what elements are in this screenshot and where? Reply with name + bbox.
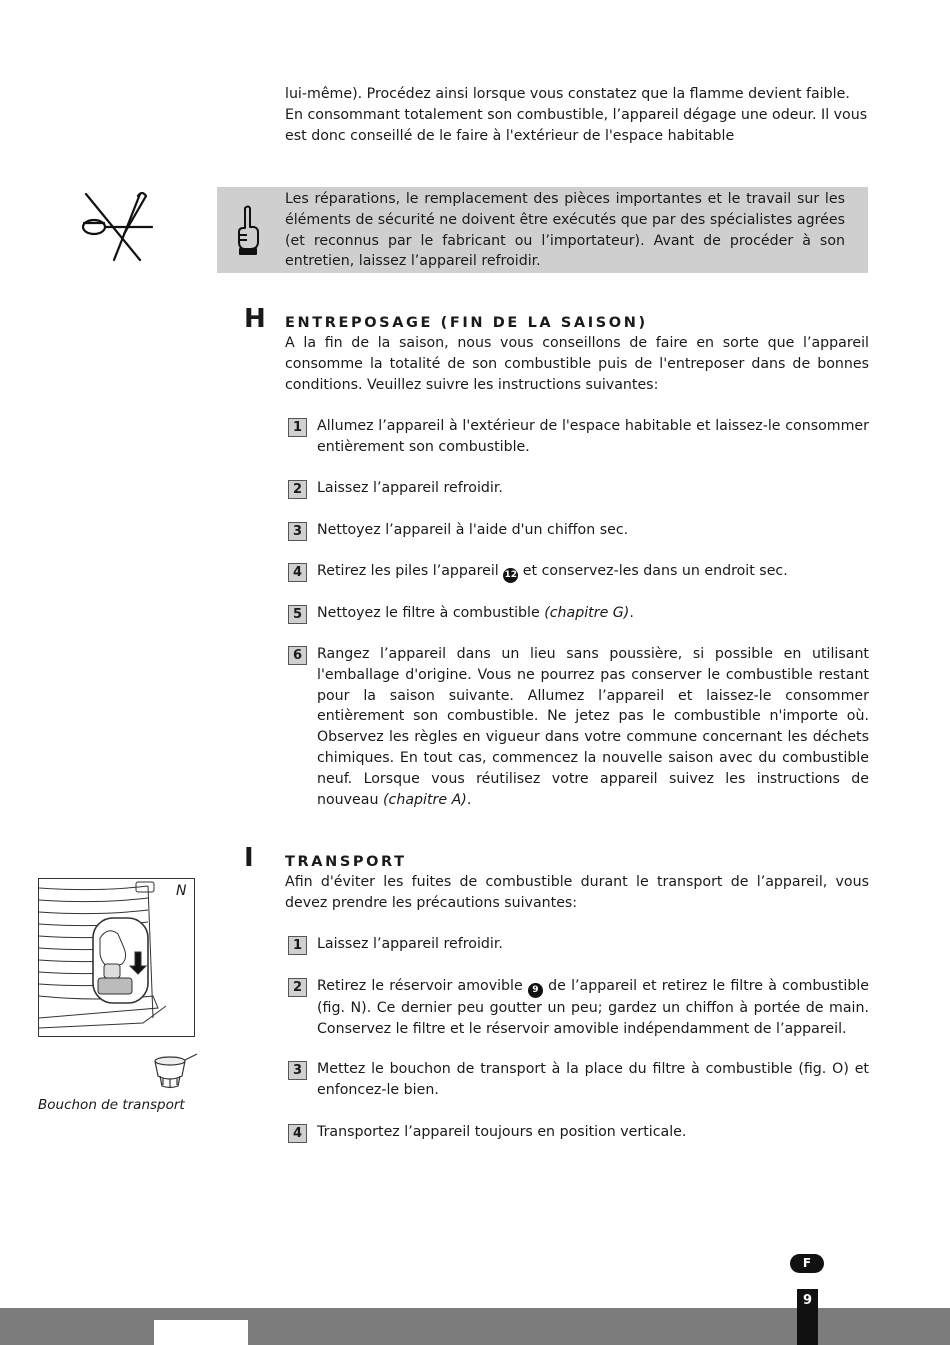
section-i-intro: Afin d'éviter les fuites de combustible durant le transport de l’appareil, vous devez prendre les précautions suivantes:: [285, 874, 869, 911]
step-number: 4: [288, 1124, 307, 1143]
step-text: Laissez l’appareil refroidir.: [317, 936, 503, 952]
step-text: Nettoyez le filtre à combustible (chapitre G).: [317, 605, 634, 621]
intro-paragraph: lui-même). Procédez ainsi lorsque vous constatez que la flamme devient faible. En consommant totalement son combustible, l’appareil dégage une odeur. Il vous est donc conseillé de le faire à l'extérieur de l'espace habitable: [285, 86, 868, 144]
step-number: 2: [288, 978, 307, 997]
figure-caption: Bouchon de transport: [38, 1097, 185, 1113]
step-text: Rangez l’appareil dans un lieu sans poussière, si possible en utilisant l'emballage d'origine. Vous ne pourrez pas conserver le combustible restant pour la saison suivante. Allumez l’appareil et laissez-le consommer entièrement son combustible. Ne jetez pas le combustible n'importe où. Observez les règles en vigueur dans votre commune concernant les déchets chimiques. En tout cas, commencez la nouvelle saison avec du combustible neuf. Lorsque vous réutilisez votre appareil suivez les instructions de nouveau (chapitre A).: [317, 646, 869, 808]
step-number: 2: [288, 480, 307, 499]
step-text: Retirez le réservoir amovible 9 de l’appareil et retirez le filtre à combustible (fig. N). Ce dernier peu goutter un peu; gardez un chiffon à portée de main. Conservez le filtre et le réservoir amovible indépendamment de l’appareil.: [317, 978, 869, 1037]
language-badge: F: [790, 1254, 824, 1273]
step-text: Mettez le bouchon de transport à la place du filtre à combustible (fig. O) et enfoncez-le bien.: [317, 1061, 869, 1098]
step-number: 3: [288, 1061, 307, 1080]
step-text: Nettoyez l’appareil à l'aide d'un chiffon sec.: [317, 522, 629, 538]
notice-text: Les réparations, le remplacement des pièces importantes et le travail sur les éléments de sécurité ne doivent être exécutés que par des spécialistes agrées (et reconnus par le fabricant ou l’importateur). Avant de procéder à son entretien, laissez l’appareil refroidir.: [285, 191, 845, 270]
step-number: 1: [288, 418, 307, 437]
safety-notice-box: [217, 187, 868, 273]
section-letter-h: H: [244, 304, 266, 334]
figure-label: N: [176, 883, 187, 899]
step-number: 4: [288, 563, 307, 582]
page-number: 9: [797, 1289, 818, 1345]
transport-cap-icon: [150, 1052, 200, 1092]
section-letter-i: I: [244, 843, 254, 873]
footer-tab: [154, 1320, 248, 1345]
part-number-badge: 12: [503, 568, 518, 583]
step-number: 1: [288, 936, 307, 955]
step-number: 6: [288, 646, 307, 665]
step-number: 3: [288, 522, 307, 541]
section-title-h: ENTREPOSAGE (FIN DE LA SAISON): [285, 315, 648, 331]
step-text: Allumez l’appareil à l'extérieur de l'espace habitable et laissez-le consommer entièrement son combustible.: [317, 418, 869, 455]
step-text: Retirez les piles l’appareil 12 et conservez-les dans un endroit sec.: [317, 561, 869, 583]
pointing-hand-icon: [235, 205, 261, 255]
section-h-intro: A la fin de la saison, nous vous conseillons de faire en sorte que l’appareil consomme la totalité de son combustible puis de l'entreposer dans de bonnes conditions. Veuillez suivre les instructions suivantes:: [285, 335, 869, 393]
step-text: Laissez l’appareil refroidir.: [317, 480, 503, 496]
section-title-i: TRANSPORT: [285, 854, 407, 870]
step-number: 5: [288, 605, 307, 624]
heater-filter-illustration: [38, 878, 195, 1037]
part-number-badge: 9: [528, 983, 543, 998]
step-text: Transportez l’appareil toujours en position verticale.: [317, 1124, 687, 1140]
crossed-screwdriver-icon: [80, 190, 156, 264]
